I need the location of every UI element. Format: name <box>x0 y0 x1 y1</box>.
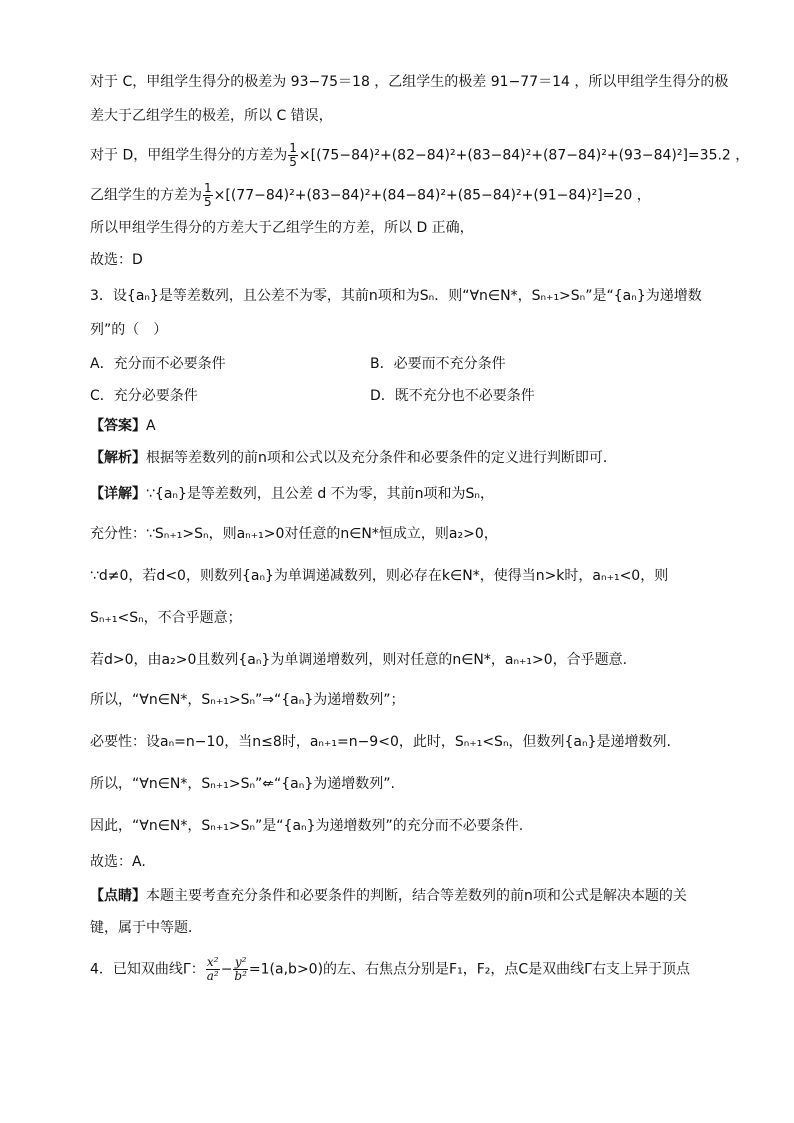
fraction-numerator: 1 <box>289 141 297 155</box>
section-tag: 【详解】 <box>90 486 146 502</box>
section-tag: 【答案】 <box>90 418 146 434</box>
line-text: 列”的（ ） <box>90 322 168 338</box>
text-line <box>90 918 202 938</box>
line-text: A．充分而不必要条件 <box>90 356 226 372</box>
fraction-denominator: a² <box>206 969 219 983</box>
text-line <box>90 354 226 374</box>
fraction-numerator: 1 <box>204 181 212 195</box>
text-line <box>90 566 668 586</box>
text-line <box>90 608 242 628</box>
line-pre: 4．已知双曲线Γ： <box>90 961 205 978</box>
fraction-y <box>233 956 248 983</box>
line-text: 因此，“∀n∈N*，Sₙ₊₁>Sₙ”是“{aₙ}为递增数列”的充分而不必要条件. <box>90 818 524 834</box>
line-post: ×[(77−84)²+(83−84)²+(84−84)²+(85−84)²+(91−84)²]=20 ， <box>213 187 651 204</box>
line-pre: 乙组学生的方差为 <box>90 187 202 204</box>
fraction-x <box>206 956 220 983</box>
text-line <box>90 774 395 794</box>
line-post: ×[(75−84)²+(82−84)²+(83−84)²+(87−84)²+(93−84)²]=35.2 ， <box>298 147 750 164</box>
section-tag: 【解析】 <box>90 450 146 466</box>
section-tag: 【点睛】 <box>90 888 146 904</box>
line-text: 若d>0，由a₂>0且数列{aₙ}为单调递增数列，则对任意的n∈N*，aₙ₊₁>0，合乎题意. <box>90 652 628 668</box>
text-line <box>90 732 671 752</box>
line-text: 本题主要考查充分条件和必要条件的判断，结合等差数列的前n项和公式是解决本题的关 <box>146 888 687 904</box>
line-text: 故选：A. <box>90 854 146 870</box>
line-text: 所以甲组学生得分的方差大于乙组学生的方差，所以 D 正确， <box>90 220 474 236</box>
line-text: 故选：D <box>90 252 143 268</box>
fraction-numerator: y² <box>234 955 247 969</box>
text-line <box>90 182 651 209</box>
text-line <box>90 386 198 406</box>
text-line <box>90 250 143 270</box>
text-line <box>90 886 687 906</box>
text-line <box>90 416 156 436</box>
line-text: Sₙ₊₁<Sₙ，不合乎题意； <box>90 610 242 626</box>
line-text: 键，属于中等题． <box>90 920 202 936</box>
line-text: 必要性：设aₙ=n−10，当n≤8时，aₙ₊₁=n−9<0，此时，Sₙ₊₁<Sₙ，但数列{aₙ}是递增数列. <box>90 734 671 750</box>
text-line <box>90 72 728 92</box>
text-line <box>90 286 702 306</box>
fraction-numerator: x² <box>206 955 219 969</box>
text-line <box>90 816 523 836</box>
line-text: 差大于乙组学生的极差，所以 C 错误， <box>90 108 333 124</box>
text-line <box>90 690 405 710</box>
text-line <box>90 852 146 872</box>
fraction <box>288 142 298 169</box>
fraction-denominator: 5 <box>289 155 297 169</box>
line-text: ∵{aₙ}是等差数列，且公差 d 不为零，其前n项和为Sₙ， <box>146 486 495 502</box>
text-line <box>90 956 690 983</box>
text-line <box>90 484 494 504</box>
line-text: 所以，“∀n∈N*，Sₙ₊₁>Sₙ”⇒“{aₙ}为递增数列”； <box>90 692 405 708</box>
text-line <box>90 320 167 340</box>
text-line <box>90 218 474 238</box>
text-line <box>90 650 627 670</box>
minus-sign: − <box>220 961 233 978</box>
line-text: 根据等差数列的前n项和公式以及充分条件和必要条件的定义进行判断即可． <box>146 450 617 466</box>
line-text: 充分性：∵Sₙ₊₁>Sₙ，则aₙ₊₁>0对任意的n∈N*恒成立，则a₂>0， <box>90 526 498 542</box>
option-right: B．必要而不充分条件 <box>370 356 506 372</box>
text-line <box>90 142 749 169</box>
option-right: D．既不充分也不必要条件 <box>370 388 535 404</box>
line-text: ∵d≠0，若d<0，则数列{aₙ}为单调递减数列，则必存在k∈N*，使得当n>k时，aₙ₊₁<0，则 <box>90 568 669 584</box>
text-line <box>90 524 498 544</box>
text-line <box>90 448 617 468</box>
line-pre: 对于 D，甲组学生得分的方差为 <box>90 147 288 164</box>
fraction <box>203 182 213 209</box>
line-post: =1(a,b>0)的左、右焦点分别是F₁，F₂，点C是双曲线Γ右支上异于顶点 <box>248 961 690 978</box>
line-text: 3．设{aₙ}是等差数列，且公差不为零，其前n项和为Sₙ．则“∀n∈N*，Sₙ₊₁>Sₙ”是“{aₙ}为递增数 <box>90 288 702 304</box>
line-text: A <box>146 418 156 434</box>
fraction-denominator: b² <box>234 969 247 983</box>
line-text: 所以，“∀n∈N*，Sₙ₊₁>Sₙ”⇍“{aₙ}为递增数列”. <box>90 776 395 792</box>
line-text: 对于 C，甲组学生得分的极差为 93−75＝18 ，乙组学生的极差 91−77＝14 ，所以甲组学生得分的极 <box>90 74 729 90</box>
fraction-denominator: 5 <box>204 195 212 209</box>
text-line <box>90 106 333 126</box>
line-text: C．充分必要条件 <box>90 388 198 404</box>
